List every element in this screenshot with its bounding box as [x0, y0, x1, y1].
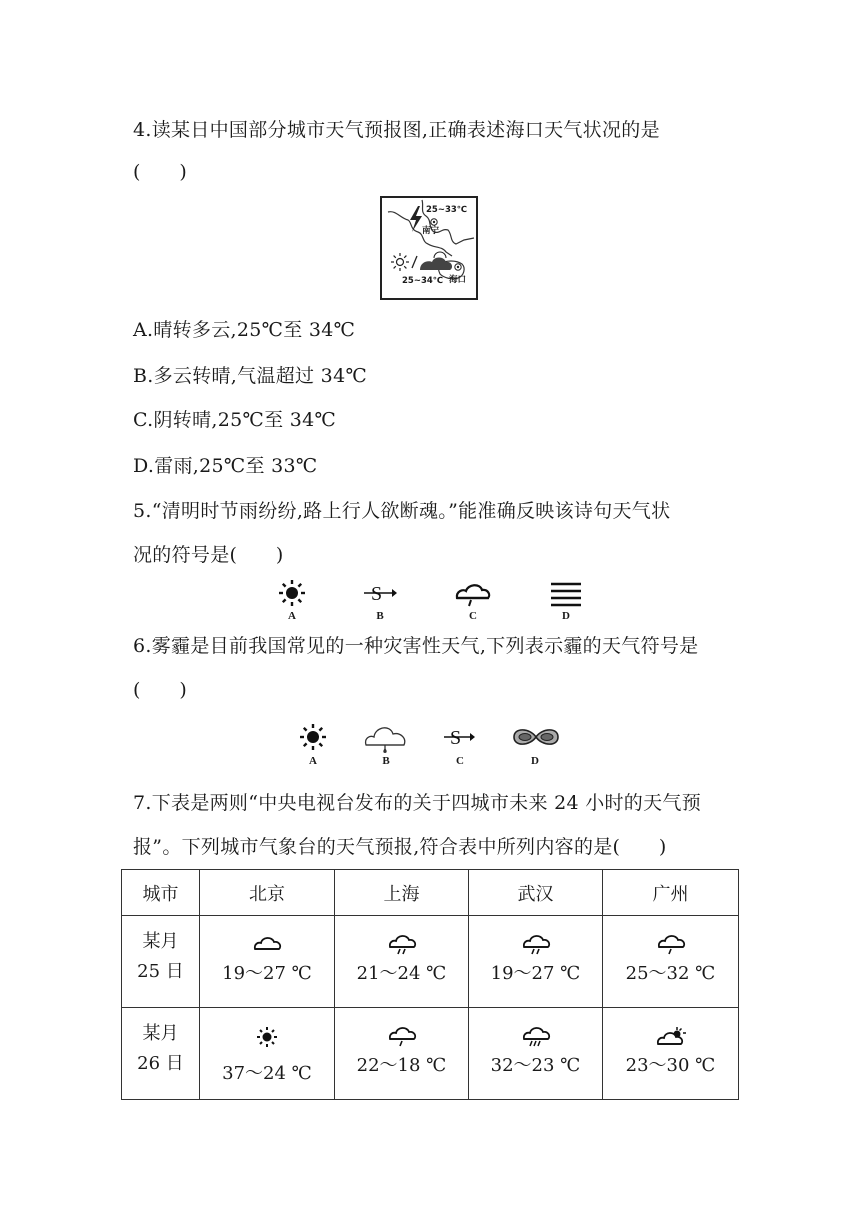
map-haikou-name: 海口: [449, 275, 467, 285]
q5-symbol-row: [0, 578, 860, 628]
q4-stem-line2: ( ): [133, 161, 188, 183]
heavy-rain-icon: [521, 1026, 551, 1048]
sun-icon: [298, 721, 328, 753]
q5-symbol-d: [541, 578, 591, 622]
weather-forecast-map: [380, 196, 478, 300]
day-cell: [122, 1008, 200, 1100]
forecast-cell: [335, 1008, 469, 1100]
haze-icon: [510, 721, 562, 753]
q5-symbol-b: [355, 578, 405, 622]
temperature-range: 37～24 ℃: [222, 1063, 312, 1084]
q5-label-c: C: [469, 610, 477, 622]
q6-label-a: A: [309, 755, 317, 767]
day-label-line2: 25 日: [137, 961, 184, 982]
q4-option-d: D.雷雨,25℃至 33℃: [133, 455, 318, 477]
q6-label-c: C: [456, 755, 464, 767]
q6-symbol-d: [510, 721, 560, 767]
q7-stem-line1: 7.下表是两则“中央电视台发布的关于四城市未来 24 小时的天气预: [133, 792, 701, 814]
q5-label-d: D: [562, 610, 570, 622]
table-header-cell: 武汉: [469, 870, 603, 916]
q4-option-a: A.晴转多云,25℃至 34℃: [133, 319, 356, 341]
forecast-cell: [469, 1008, 603, 1100]
q5-label-b: B: [376, 610, 384, 622]
forecast-cell: [603, 1008, 739, 1100]
table-header-row: [122, 870, 739, 916]
table-header-cell: 城市: [122, 870, 200, 916]
temperature-range: 25～32 ℃: [625, 963, 716, 984]
city-dot-icon: [455, 264, 461, 270]
forecast-cell: [603, 916, 739, 1008]
cloudy-icon: [252, 934, 282, 952]
sandstorm-icon: [442, 721, 478, 753]
forecast-cell: [469, 916, 603, 1008]
table-header-cell: 广州: [603, 870, 739, 916]
temperature-range: 19～27 ℃: [490, 963, 581, 984]
q6-label-d: D: [531, 755, 539, 767]
forecast-cell: [335, 916, 469, 1008]
temperature-range: 21～24 ℃: [356, 963, 447, 984]
q6-symbol-row: [0, 721, 860, 771]
q4-option-c: C.阴转晴,25℃至 34℃: [133, 409, 337, 431]
lightning-icon: [410, 206, 422, 232]
sandstorm-icon: [362, 578, 398, 608]
q6-symbol-c: [435, 721, 485, 767]
temperature-range: 32～23 ℃: [490, 1055, 581, 1076]
forecast-cell: [200, 916, 335, 1008]
light-rain-icon: [387, 1026, 417, 1048]
day-label-line1: 某月: [142, 1023, 179, 1044]
table-row: [122, 1008, 739, 1100]
q5-symbol-c: [448, 578, 498, 622]
forecast-cell: [200, 1008, 335, 1100]
q5-stem-line2: 况的符号是( ): [133, 544, 284, 566]
moderate-rain-icon: [521, 934, 551, 956]
table-header-cell: 上海: [335, 870, 469, 916]
light-rain-icon: [453, 578, 493, 608]
temperature-range: 19～27 ℃: [222, 963, 312, 984]
q5-stem-line1: 5.“清明时节雨纷纷,路上行人欲断魂。”能准确反映该诗句天气状: [133, 500, 671, 522]
sun-icon: [255, 1026, 279, 1048]
moderate-rain-icon: [387, 934, 417, 956]
q5-label-a: A: [288, 610, 296, 622]
q6-stem-line2: ( ): [133, 679, 188, 701]
city-dot-icon: [431, 219, 437, 225]
table-row: [122, 916, 739, 1008]
svg-text:S: S: [450, 727, 462, 749]
sun-icon: [391, 253, 409, 271]
q6-stem-line1: 6.雾霾是目前我国常见的一种灾害性天气,下列表示霾的天气符号是: [133, 635, 699, 657]
fog-icon: [549, 578, 583, 608]
q6-symbol-a: [288, 721, 338, 767]
light-rain-icon: [656, 934, 686, 956]
hail-icon: [362, 721, 410, 753]
map-nanning-temp: 25~33℃: [426, 205, 468, 215]
q6-label-b: B: [382, 755, 390, 767]
q6-symbol-b: [361, 721, 411, 767]
temperature-range: 22～18 ℃: [356, 1055, 447, 1076]
q7-stem-line2: 报”。下列城市气象台的天气预报,符合表中所列内容的是( ): [133, 836, 667, 858]
map-haikou-temp: 25~34℃: [402, 276, 444, 286]
sun-icon: [277, 578, 307, 608]
day-label-line1: 某月: [142, 931, 179, 952]
temperature-range: 23～30 ℃: [625, 1055, 716, 1076]
svg-text:S: S: [371, 583, 383, 605]
q4-option-b: B.多云转晴,气温超过 34℃: [133, 365, 368, 387]
weather-forecast-table: [121, 869, 739, 1100]
q4-stem-line1: 4.读某日中国部分城市天气预报图,正确表述海口天气状况的是: [133, 119, 660, 141]
map-nanning-name: 南宁: [422, 226, 440, 236]
day-cell: [122, 916, 200, 1008]
day-label-line2: 26 日: [137, 1053, 184, 1074]
partly-cloudy-icon: [656, 1026, 686, 1048]
q5-symbol-a: [267, 578, 317, 622]
table-header-cell: 北京: [200, 870, 335, 916]
